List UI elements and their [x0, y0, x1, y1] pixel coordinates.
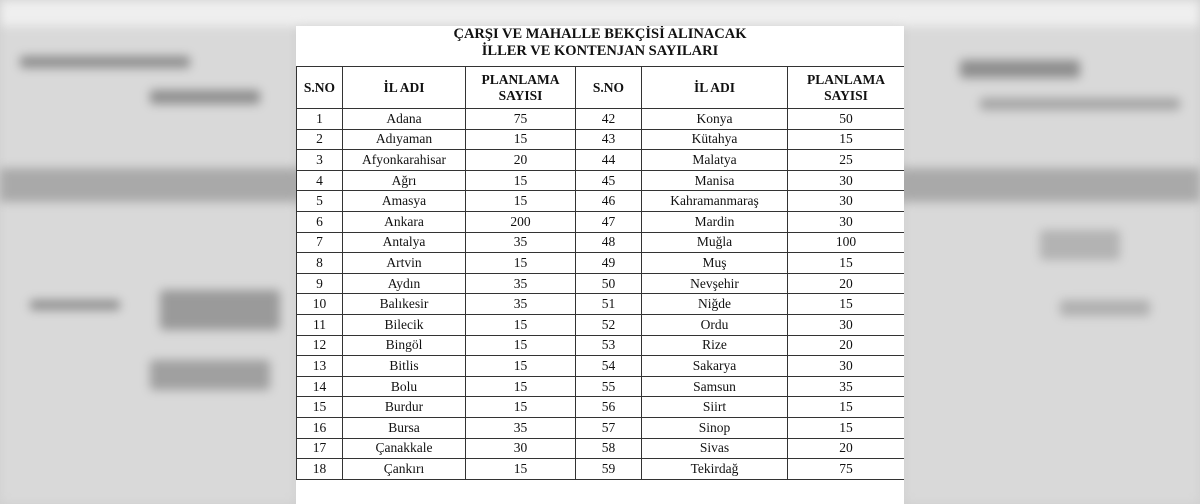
- cell-planlama-sayisi: 30: [788, 211, 905, 232]
- cell-sno: 18: [297, 459, 343, 480]
- cell-il-adi: Rize: [642, 335, 788, 356]
- cell-sno: 10: [297, 294, 343, 315]
- cell-planlama-sayisi: 15: [466, 335, 576, 356]
- cell-il-adi: Nevşehir: [642, 273, 788, 294]
- cell-sno: 55: [576, 376, 642, 397]
- cell-il-adi: Malatya: [642, 150, 788, 171]
- cell-planlama-sayisi: 35: [788, 376, 905, 397]
- table-body: [297, 109, 905, 480]
- cell-il-adi: Çankırı: [343, 459, 466, 480]
- cell-sno: 49: [576, 253, 642, 274]
- background-blob: [150, 90, 260, 104]
- cell-planlama-sayisi: 20: [788, 335, 905, 356]
- cell-planlama-sayisi: 20: [466, 150, 576, 171]
- cell-sno: 56: [576, 397, 642, 418]
- cell-il-adi: Amasya: [343, 191, 466, 212]
- cell-planlama-sayisi: 15: [788, 397, 905, 418]
- cell-planlama-sayisi: 20: [788, 438, 905, 459]
- cell-planlama-sayisi: 30: [788, 170, 905, 191]
- background-left-panel: [0, 0, 296, 504]
- cell-planlama-sayisi: 35: [466, 417, 576, 438]
- quota-table: [296, 66, 904, 480]
- cell-sno: 53: [576, 335, 642, 356]
- cell-sno: 5: [297, 191, 343, 212]
- table-row: [297, 356, 905, 377]
- table-row: [297, 191, 905, 212]
- header-sno: S.NO: [297, 67, 343, 109]
- document-page: [296, 26, 904, 504]
- cell-planlama-sayisi: 25: [788, 150, 905, 171]
- title-line-2: İLLER VE KONTENJAN SAYILARI: [481, 43, 719, 59]
- cell-planlama-sayisi: 15: [788, 253, 905, 274]
- table-row: [297, 170, 905, 191]
- cell-sno: 13: [297, 356, 343, 377]
- cell-il-adi: Konya: [642, 109, 788, 130]
- table-header-row: [297, 67, 905, 109]
- cell-planlama-sayisi: 75: [466, 109, 576, 130]
- cell-planlama-sayisi: 35: [466, 294, 576, 315]
- cell-sno: 43: [576, 129, 642, 150]
- cell-sno: 14: [297, 376, 343, 397]
- cell-planlama-sayisi: 15: [466, 314, 576, 335]
- table-row: [297, 459, 905, 480]
- cell-sno: 8: [297, 253, 343, 274]
- cell-planlama-sayisi: 30: [466, 438, 576, 459]
- table-row: [297, 129, 905, 150]
- cell-il-adi: Bitlis: [343, 356, 466, 377]
- cell-il-adi: Ağrı: [343, 170, 466, 191]
- cell-il-adi: Bingöl: [343, 335, 466, 356]
- background-blob: [160, 290, 280, 330]
- cell-il-adi: Niğde: [642, 294, 788, 315]
- cell-il-adi: Bursa: [343, 417, 466, 438]
- cell-planlama-sayisi: 15: [466, 459, 576, 480]
- table-row: [297, 273, 905, 294]
- cell-planlama-sayisi: 35: [466, 232, 576, 253]
- table-row: [297, 232, 905, 253]
- document-title: [296, 26, 904, 66]
- cell-il-adi: Adana: [343, 109, 466, 130]
- title-line-1: ÇARŞI VE MAHALLE BEKÇİSİ ALINACAK: [453, 26, 747, 42]
- cell-il-adi: Aydın: [343, 273, 466, 294]
- cell-sno: 59: [576, 459, 642, 480]
- cell-planlama-sayisi: 35: [466, 273, 576, 294]
- background-blob: [30, 300, 120, 310]
- table-row: [297, 376, 905, 397]
- header-planlama-line1: PLANLAMA: [807, 71, 885, 87]
- cell-sno: 17: [297, 438, 343, 459]
- header-il-adi-2: İL ADI: [642, 67, 788, 109]
- cell-il-adi: Artvin: [343, 253, 466, 274]
- cell-il-adi: Adıyaman: [343, 129, 466, 150]
- cell-sno: 44: [576, 150, 642, 171]
- table-row: [297, 335, 905, 356]
- cell-sno: 1: [297, 109, 343, 130]
- cell-planlama-sayisi: 200: [466, 211, 576, 232]
- table-row: [297, 253, 905, 274]
- background-top-strip: [0, 0, 1200, 26]
- cell-planlama-sayisi: 15: [466, 356, 576, 377]
- cell-il-adi: Ankara: [343, 211, 466, 232]
- cell-il-adi: Sivas: [642, 438, 788, 459]
- cell-sno: 47: [576, 211, 642, 232]
- cell-sno: 16: [297, 417, 343, 438]
- cell-il-adi: Kütahya: [642, 129, 788, 150]
- cell-planlama-sayisi: 15: [788, 294, 905, 315]
- cell-il-adi: Bilecik: [343, 314, 466, 335]
- cell-il-adi: Mardin: [642, 211, 788, 232]
- cell-planlama-sayisi: 15: [788, 129, 905, 150]
- cell-sno: 58: [576, 438, 642, 459]
- cell-planlama-sayisi: 15: [466, 376, 576, 397]
- background-blob: [960, 60, 1080, 78]
- cell-il-adi: Muş: [642, 253, 788, 274]
- cell-planlama-sayisi: 75: [788, 459, 905, 480]
- cell-planlama-sayisi: 15: [466, 397, 576, 418]
- cell-sno: 6: [297, 211, 343, 232]
- cell-sno: 45: [576, 170, 642, 191]
- table-row: [297, 397, 905, 418]
- header-planlama-line1: PLANLAMA: [481, 71, 560, 87]
- cell-planlama-sayisi: 100: [788, 232, 905, 253]
- cell-il-adi: Çanakkale: [343, 438, 466, 459]
- cell-il-adi: Ordu: [642, 314, 788, 335]
- cell-sno: 52: [576, 314, 642, 335]
- cell-il-adi: Manisa: [642, 170, 788, 191]
- cell-il-adi: Kahramanmaraş: [642, 191, 788, 212]
- cell-il-adi: Muğla: [642, 232, 788, 253]
- cell-sno: 7: [297, 232, 343, 253]
- cell-il-adi: Burdur: [343, 397, 466, 418]
- table-row: [297, 150, 905, 171]
- cell-planlama-sayisi: 30: [788, 314, 905, 335]
- cell-sno: 50: [576, 273, 642, 294]
- cell-sno: 57: [576, 417, 642, 438]
- cell-sno: 15: [297, 397, 343, 418]
- cell-sno: 51: [576, 294, 642, 315]
- header-planlama-line2: SAYISI: [498, 87, 543, 103]
- background-blob: [1040, 230, 1120, 260]
- cell-il-adi: Antalya: [343, 232, 466, 253]
- table-row: [297, 417, 905, 438]
- background-blob: [150, 360, 270, 390]
- cell-sno: 9: [297, 273, 343, 294]
- table-row: [297, 438, 905, 459]
- background-blob: [1060, 300, 1150, 316]
- cell-il-adi: Sakarya: [642, 356, 788, 377]
- cell-sno: 2: [297, 129, 343, 150]
- cell-sno: 3: [297, 150, 343, 171]
- cell-il-adi: Tekirdağ: [642, 459, 788, 480]
- cell-planlama-sayisi: 30: [788, 356, 905, 377]
- cell-planlama-sayisi: 20: [788, 273, 905, 294]
- cell-il-adi: Sinop: [642, 417, 788, 438]
- cell-il-adi: Balıkesir: [343, 294, 466, 315]
- cell-sno: 4: [297, 170, 343, 191]
- table-row: [297, 109, 905, 130]
- cell-planlama-sayisi: 50: [788, 109, 905, 130]
- cell-il-adi: Bolu: [343, 376, 466, 397]
- cell-planlama-sayisi: 15: [788, 417, 905, 438]
- header-sno-2: S.NO: [576, 67, 642, 109]
- cell-sno: 11: [297, 314, 343, 335]
- header-planlama-sayisi: [466, 67, 576, 109]
- cell-planlama-sayisi: 15: [466, 253, 576, 274]
- header-il-adi: İL ADI: [343, 67, 466, 109]
- table-row: [297, 294, 905, 315]
- cell-planlama-sayisi: 15: [466, 170, 576, 191]
- header-planlama-line2: SAYISI: [824, 87, 868, 103]
- cell-sno: 46: [576, 191, 642, 212]
- cell-sno: 54: [576, 356, 642, 377]
- cell-planlama-sayisi: 15: [466, 191, 576, 212]
- cell-sno: 42: [576, 109, 642, 130]
- cell-planlama-sayisi: 30: [788, 191, 905, 212]
- cell-sno: 48: [576, 232, 642, 253]
- cell-il-adi: Samsun: [642, 376, 788, 397]
- cell-sno: 12: [297, 335, 343, 356]
- table-row: [297, 314, 905, 335]
- background-blob: [20, 56, 190, 68]
- table-row: [297, 211, 905, 232]
- cell-il-adi: Afyonkarahisar: [343, 150, 466, 171]
- background-blob: [980, 98, 1180, 110]
- cell-planlama-sayisi: 15: [466, 129, 576, 150]
- header-planlama-sayisi-2: [788, 67, 905, 109]
- cell-il-adi: Siirt: [642, 397, 788, 418]
